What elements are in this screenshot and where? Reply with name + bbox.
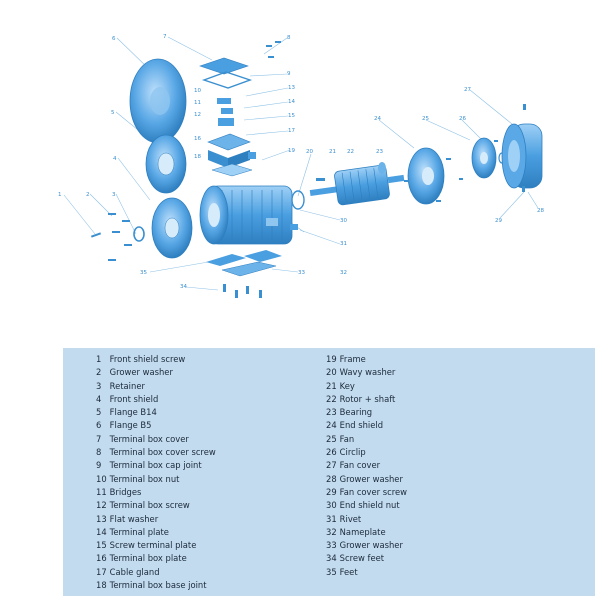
legend-item-number: 17 — [96, 566, 107, 577]
legend-item-number: 35 — [326, 566, 337, 577]
callout-17: 17 — [288, 128, 295, 134]
callout-24: 24 — [374, 116, 381, 122]
callout-8: 8 — [287, 35, 291, 41]
legend-item-label: Terminal plate — [109, 526, 169, 537]
legend-item-label: Terminal box base joint — [109, 580, 207, 591]
legend-column-left — [96, 353, 216, 592]
nameplate-part — [290, 224, 298, 230]
legend-item — [96, 459, 216, 472]
legend-item-label: Key — [339, 380, 355, 391]
legend-item-number: 28 — [326, 473, 337, 484]
legend-item — [326, 393, 407, 406]
legend-item — [326, 486, 407, 499]
frame-part — [200, 186, 292, 244]
legend-item-number: 9 — [96, 460, 102, 471]
callout-16: 16 — [194, 136, 201, 142]
legend-item — [96, 366, 216, 379]
front-shield-part — [152, 198, 192, 258]
legend-item-number: 32 — [326, 526, 337, 537]
end-shield-part — [408, 148, 444, 204]
callout-21: 21 — [329, 149, 336, 155]
legend-item-label: Nameplate — [339, 526, 386, 537]
legend-item — [96, 552, 216, 565]
callout-33: 33 — [298, 270, 305, 276]
callout-29: 29 — [495, 218, 502, 224]
legend-item — [96, 486, 216, 499]
legend-item-number: 12 — [96, 500, 107, 511]
callout-18: 18 — [194, 154, 201, 160]
legend-item-label: Circlip — [339, 447, 366, 458]
callout-11: 11 — [194, 100, 201, 106]
legend-item-number: 16 — [96, 553, 107, 564]
legend-item-number: 11 — [96, 486, 107, 497]
callout-4: 4 — [113, 156, 117, 162]
legend-item-label: Feet — [339, 566, 358, 577]
legend-item — [326, 566, 407, 579]
legend-item — [96, 526, 216, 539]
legend-item — [96, 566, 216, 579]
legend-item-label: Fan cover screw — [339, 486, 407, 497]
callout-1: 1 — [58, 192, 62, 198]
legend-item-label: Cable gland — [109, 566, 160, 577]
callout-12: 12 — [194, 112, 201, 118]
legend-item-label: Retainer — [109, 380, 145, 391]
legend-item-label: Terminal box cover — [109, 433, 189, 444]
legend-item — [326, 459, 407, 472]
legend-column-right — [326, 353, 407, 579]
legend-item — [326, 513, 407, 526]
legend-item-label: Front shield screw — [109, 354, 186, 364]
legend-item-number: 6 — [96, 420, 102, 431]
legend-item-number: 13 — [96, 513, 107, 524]
legend-item-number: 31 — [326, 513, 337, 524]
callout-13: 13 — [288, 85, 295, 91]
legend-item-label: Frame — [339, 354, 366, 364]
legend-item-label: Wavy washer — [339, 367, 396, 378]
legend-item-label: Grower washer — [339, 473, 403, 484]
legend-item — [96, 513, 216, 526]
legend-item-number: 34 — [326, 553, 337, 564]
legend-item — [96, 406, 216, 419]
callout-5: 5 — [111, 110, 115, 116]
callout-26: 26 — [459, 116, 466, 122]
legend-item-label: Terminal box nut — [109, 473, 180, 484]
legend-item-label: Terminal box cover screw — [109, 447, 216, 458]
callout-15: 15 — [288, 113, 295, 119]
legend-item — [326, 380, 407, 393]
legend-item-number: 3 — [96, 380, 102, 391]
callout-19: 19 — [288, 148, 295, 154]
callout-34: 34 — [180, 284, 187, 290]
legend-item-label: Front shield — [109, 393, 159, 404]
legend-item — [326, 473, 407, 486]
legend-item-number: 25 — [326, 433, 337, 444]
callout-35: 35 — [140, 270, 147, 276]
legend-item — [96, 380, 216, 393]
callout-14: 14 — [288, 99, 295, 105]
legend-item — [326, 499, 407, 512]
callout-10: 10 — [194, 88, 201, 94]
legend-item — [326, 406, 407, 419]
legend-item — [326, 552, 407, 565]
callout-31: 31 — [340, 241, 347, 247]
callout-7: 7 — [163, 34, 167, 40]
legend-item-number: 1 — [96, 354, 102, 364]
legend-item-label: Screw terminal plate — [109, 540, 197, 551]
legend-item-number: 5 — [96, 407, 102, 418]
legend-item-number: 21 — [326, 380, 337, 391]
callout-25: 25 — [422, 116, 429, 122]
legend-item-number: 29 — [326, 486, 337, 497]
legend-item — [96, 433, 216, 446]
callout-23: 23 — [376, 149, 383, 155]
legend-item — [326, 353, 407, 366]
legend-item-label: End shield nut — [339, 500, 400, 511]
legend-item — [326, 446, 407, 459]
callout-22: 22 — [347, 149, 354, 155]
legend-item-number: 22 — [326, 393, 337, 404]
legend-item — [326, 539, 407, 552]
legend-item-number: 26 — [326, 447, 337, 458]
flange-b14-part — [146, 135, 186, 193]
legend-item-number: 20 — [326, 367, 337, 378]
legend-item-label: Terminal box plate — [109, 553, 187, 564]
fan-cover-part — [502, 124, 542, 188]
legend-item-label: Flat washer — [109, 513, 159, 524]
legend-item-label: Terminal box screw — [109, 500, 190, 511]
legend-item — [96, 353, 216, 366]
legend-item-label: End shield — [339, 420, 384, 431]
legend-item-number: 8 — [96, 447, 102, 458]
legend-item — [96, 473, 216, 486]
legend-item-label: Rotor + shaft — [339, 393, 396, 404]
legend-item-number: 14 — [96, 526, 107, 537]
legend-item-label: Terminal box cap joint — [109, 460, 202, 471]
callout-27: 27 — [464, 87, 471, 93]
legend-item — [96, 446, 216, 459]
legend-item-label: Grower washer — [339, 540, 403, 551]
legend-item-label: Flange B14 — [109, 407, 157, 418]
legend-item — [96, 419, 216, 432]
legend-item — [96, 393, 216, 406]
legend-item-number: 33 — [326, 540, 337, 551]
callout-32: 32 — [340, 270, 347, 276]
legend-item — [326, 433, 407, 446]
legend-item-label: Bridges — [109, 486, 142, 497]
legend-item-number: 30 — [326, 500, 337, 511]
key-part — [316, 178, 325, 181]
legend-item-number: 23 — [326, 407, 337, 418]
legend-item-number: 7 — [96, 433, 102, 444]
wavy-washer-part — [292, 191, 304, 209]
legend-item-label: Rivet — [339, 513, 362, 524]
legend-item-number: 2 — [96, 367, 102, 378]
fan-part — [472, 138, 496, 178]
legend-item-label: Flange B5 — [109, 420, 152, 431]
callout-2: 2 — [86, 192, 90, 198]
callout-labels — [58, 34, 544, 290]
legend-item-number: 4 — [96, 393, 102, 404]
legend-item — [96, 579, 216, 592]
rotor-shaft-part — [310, 162, 405, 205]
legend-item — [96, 499, 216, 512]
callout-9: 9 — [287, 71, 291, 77]
callout-6: 6 — [112, 36, 116, 42]
callout-3: 3 — [112, 192, 116, 198]
legend-item — [326, 366, 407, 379]
legend-item-number: 10 — [96, 473, 107, 484]
screw-feet-part — [223, 284, 262, 298]
feet-part — [206, 250, 282, 276]
legend-item-label: Grower washer — [109, 367, 173, 378]
callout-20: 20 — [306, 149, 313, 155]
legend-item-label: Screw feet — [339, 553, 385, 564]
callout-28: 28 — [537, 208, 544, 214]
legend-item — [326, 419, 407, 432]
flange-b5-part — [130, 59, 186, 143]
front-screws-part — [91, 213, 132, 261]
legend-item-label: Fan — [339, 433, 355, 444]
legend-item-number: 18 — [96, 580, 107, 591]
legend-item-number: 27 — [326, 460, 337, 471]
callout-30: 30 — [340, 218, 347, 224]
legend-item-number: 24 — [326, 420, 337, 431]
legend-item-number: 15 — [96, 540, 107, 551]
legend-item-label: Bearing — [339, 407, 373, 418]
retainer-part — [134, 227, 144, 241]
legend-item-label: Fan cover — [339, 460, 381, 471]
parts-legend — [63, 348, 595, 596]
terminal-box-stack-part — [200, 58, 256, 176]
leader-lines — [64, 37, 538, 290]
legend-item-number: 19 — [326, 354, 337, 364]
legend-item — [96, 539, 216, 552]
legend-item — [326, 526, 407, 539]
